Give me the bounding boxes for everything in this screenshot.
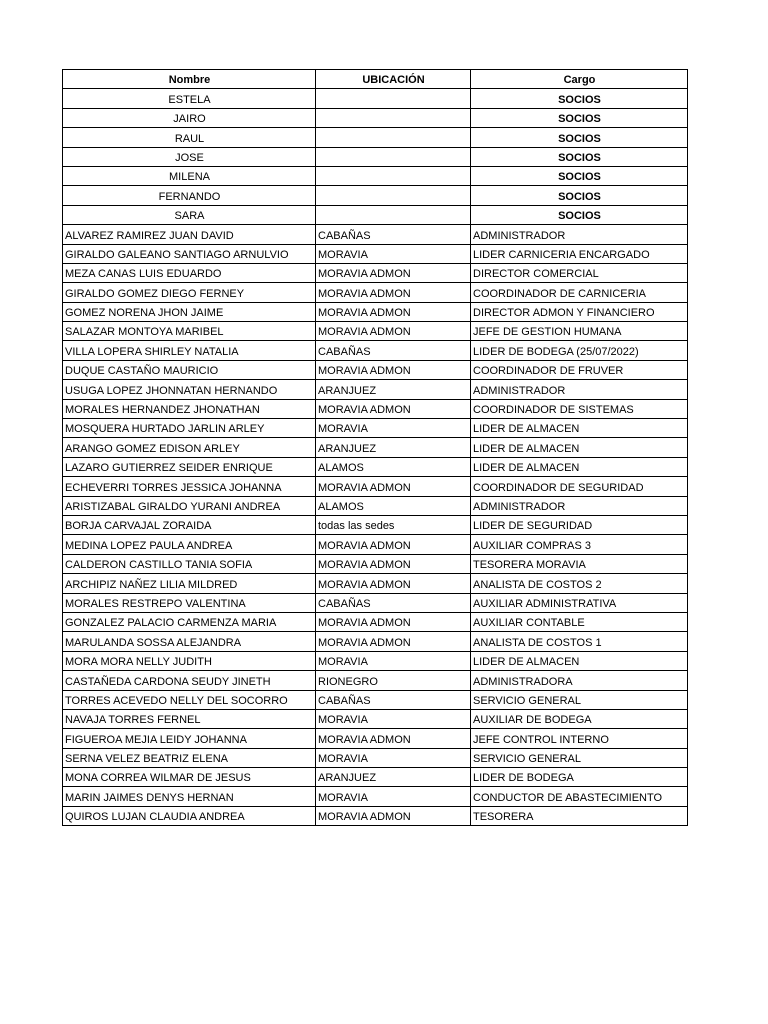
table-row bbox=[63, 535, 688, 554]
cell-nombre: ARANGO GOMEZ EDISON ARLEY bbox=[63, 438, 316, 457]
cell-cargo: ANALISTA DE COSTOS 2 bbox=[471, 574, 688, 593]
cell-cargo: SOCIOS bbox=[471, 89, 688, 108]
cell-nombre: JAIRO bbox=[63, 108, 316, 127]
table-row bbox=[63, 806, 688, 825]
cell-ubicacion: todas las sedes bbox=[316, 515, 471, 534]
cell-ubicacion bbox=[316, 147, 471, 166]
cell-cargo: ADMINISTRADORA bbox=[471, 671, 688, 690]
cell-cargo: AUXILIAR ADMINISTRATIVA bbox=[471, 593, 688, 612]
cell-cargo: ANALISTA DE COSTOS 1 bbox=[471, 632, 688, 651]
table-row bbox=[63, 690, 688, 709]
cell-ubicacion: MORAVIA ADMON bbox=[316, 574, 471, 593]
cell-ubicacion: CABAÑAS bbox=[316, 341, 471, 360]
cell-ubicacion: MORAVIA bbox=[316, 709, 471, 728]
cell-ubicacion: MORAVIA ADMON bbox=[316, 729, 471, 748]
table-row bbox=[63, 225, 688, 244]
cell-cargo: SOCIOS bbox=[471, 128, 688, 147]
cell-nombre: GOMEZ NORENA JHON JAIME bbox=[63, 302, 316, 321]
table-row bbox=[63, 748, 688, 767]
cell-cargo: ADMINISTRADOR bbox=[471, 380, 688, 399]
cell-cargo: DIRECTOR COMERCIAL bbox=[471, 263, 688, 282]
column-header-nombre: Nombre bbox=[63, 70, 316, 89]
cell-nombre: DUQUE CASTAÑO MAURICIO bbox=[63, 360, 316, 379]
cell-cargo: LIDER DE ALMACEN bbox=[471, 651, 688, 670]
cell-nombre: SARA bbox=[63, 205, 316, 224]
cell-cargo: AUXILIAR COMPRAS 3 bbox=[471, 535, 688, 554]
cell-nombre: CALDERON CASTILLO TANIA SOFIA bbox=[63, 554, 316, 573]
cell-ubicacion: MORAVIA ADMON bbox=[316, 477, 471, 496]
table-row bbox=[63, 263, 688, 282]
staff-table bbox=[62, 69, 688, 826]
cell-ubicacion: MORAVIA bbox=[316, 419, 471, 438]
cell-cargo: ADMINISTRADOR bbox=[471, 496, 688, 515]
cell-cargo: LIDER CARNICERIA ENCARGADO bbox=[471, 244, 688, 263]
cell-ubicacion: ARANJUEZ bbox=[316, 768, 471, 787]
socio-row bbox=[63, 147, 688, 166]
cell-ubicacion: CABAÑAS bbox=[316, 593, 471, 612]
cell-ubicacion: MORAVIA bbox=[316, 787, 471, 806]
table-body bbox=[63, 89, 688, 826]
table-row bbox=[63, 709, 688, 728]
cell-cargo: LIDER DE BODEGA (25/07/2022) bbox=[471, 341, 688, 360]
table-row bbox=[63, 283, 688, 302]
cell-nombre: SALAZAR MONTOYA MARIBEL bbox=[63, 322, 316, 341]
socio-row bbox=[63, 128, 688, 147]
table-row bbox=[63, 380, 688, 399]
cell-ubicacion: MORAVIA ADMON bbox=[316, 612, 471, 631]
cell-cargo: CONDUCTOR DE ABASTECIMIENTO bbox=[471, 787, 688, 806]
cell-cargo: SERVICIO GENERAL bbox=[471, 748, 688, 767]
cell-nombre: MORALES HERNANDEZ JHONATHAN bbox=[63, 399, 316, 418]
cell-ubicacion: MORAVIA ADMON bbox=[316, 535, 471, 554]
cell-cargo: JEFE CONTROL INTERNO bbox=[471, 729, 688, 748]
cell-cargo: COORDINADOR DE SISTEMAS bbox=[471, 399, 688, 418]
cell-ubicacion bbox=[316, 128, 471, 147]
cell-ubicacion: MORAVIA bbox=[316, 651, 471, 670]
socio-row bbox=[63, 186, 688, 205]
cell-nombre: MEDINA LOPEZ PAULA ANDREA bbox=[63, 535, 316, 554]
table-row bbox=[63, 632, 688, 651]
cell-cargo: SOCIOS bbox=[471, 147, 688, 166]
cell-nombre: SERNA VELEZ BEATRIZ ELENA bbox=[63, 748, 316, 767]
cell-cargo: LIDER DE BODEGA bbox=[471, 768, 688, 787]
cell-nombre: MORA MORA NELLY JUDITH bbox=[63, 651, 316, 670]
cell-nombre: GONZALEZ PALACIO CARMENZA MARIA bbox=[63, 612, 316, 631]
cell-nombre: ESTELA bbox=[63, 89, 316, 108]
cell-ubicacion: MORAVIA ADMON bbox=[316, 302, 471, 321]
cell-ubicacion: MORAVIA ADMON bbox=[316, 283, 471, 302]
cell-nombre: QUIROS LUJAN CLAUDIA ANDREA bbox=[63, 806, 316, 825]
table-row bbox=[63, 593, 688, 612]
cell-cargo: COORDINADOR DE CARNICERIA bbox=[471, 283, 688, 302]
cell-nombre: FIGUEROA MEJIA LEIDY JOHANNA bbox=[63, 729, 316, 748]
cell-ubicacion: CABAÑAS bbox=[316, 225, 471, 244]
cell-ubicacion: MORAVIA ADMON bbox=[316, 322, 471, 341]
cell-cargo: LIDER DE SEGURIDAD bbox=[471, 515, 688, 534]
socio-row bbox=[63, 205, 688, 224]
cell-cargo: TESORERA MORAVIA bbox=[471, 554, 688, 573]
cell-nombre: TORRES ACEVEDO NELLY DEL SOCORRO bbox=[63, 690, 316, 709]
cell-nombre: USUGA LOPEZ JHONNATAN HERNANDO bbox=[63, 380, 316, 399]
table-row bbox=[63, 554, 688, 573]
cell-nombre: MARIN JAIMES DENYS HERNAN bbox=[63, 787, 316, 806]
table-row bbox=[63, 341, 688, 360]
cell-nombre: MORALES RESTREPO VALENTINA bbox=[63, 593, 316, 612]
table-row bbox=[63, 302, 688, 321]
cell-ubicacion: MORAVIA ADMON bbox=[316, 399, 471, 418]
column-header-ubicacion: UBICACIÓN bbox=[316, 70, 471, 89]
cell-ubicacion: MORAVIA ADMON bbox=[316, 360, 471, 379]
cell-cargo: COORDINADOR DE FRUVER bbox=[471, 360, 688, 379]
cell-ubicacion bbox=[316, 108, 471, 127]
table-row bbox=[63, 457, 688, 476]
cell-nombre: LAZARO GUTIERREZ SEIDER ENRIQUE bbox=[63, 457, 316, 476]
socio-row bbox=[63, 89, 688, 108]
cell-cargo: LIDER DE ALMACEN bbox=[471, 438, 688, 457]
cell-cargo: TESORERA bbox=[471, 806, 688, 825]
cell-nombre: ARCHIPIZ NAÑEZ LILIA MILDRED bbox=[63, 574, 316, 593]
table-row bbox=[63, 651, 688, 670]
table-row bbox=[63, 477, 688, 496]
column-header-cargo: Cargo bbox=[471, 70, 688, 89]
cell-nombre: ALVAREZ RAMIREZ JUAN DAVID bbox=[63, 225, 316, 244]
cell-ubicacion: MORAVIA ADMON bbox=[316, 632, 471, 651]
socio-row bbox=[63, 108, 688, 127]
cell-nombre: GIRALDO GALEANO SANTIAGO ARNULVIO bbox=[63, 244, 316, 263]
table-row bbox=[63, 515, 688, 534]
header-row bbox=[63, 70, 688, 89]
table-row bbox=[63, 419, 688, 438]
cell-nombre: BORJA CARVAJAL ZORAIDA bbox=[63, 515, 316, 534]
cell-ubicacion bbox=[316, 186, 471, 205]
cell-cargo: SOCIOS bbox=[471, 108, 688, 127]
table-row bbox=[63, 768, 688, 787]
cell-cargo: AUXILIAR DE BODEGA bbox=[471, 709, 688, 728]
table-row bbox=[63, 574, 688, 593]
cell-nombre: CASTAÑEDA CARDONA SEUDY JINETH bbox=[63, 671, 316, 690]
table-row bbox=[63, 438, 688, 457]
cell-cargo: SOCIOS bbox=[471, 186, 688, 205]
cell-ubicacion: MORAVIA bbox=[316, 244, 471, 263]
table-row bbox=[63, 612, 688, 631]
cell-nombre: MEZA CANAS LUIS EDUARDO bbox=[63, 263, 316, 282]
cell-cargo: SOCIOS bbox=[471, 166, 688, 185]
cell-nombre: GIRALDO GOMEZ DIEGO FERNEY bbox=[63, 283, 316, 302]
table-row bbox=[63, 399, 688, 418]
cell-cargo: JEFE DE GESTION HUMANA bbox=[471, 322, 688, 341]
cell-nombre: MONA CORREA WILMAR DE JESUS bbox=[63, 768, 316, 787]
cell-ubicacion: RIONEGRO bbox=[316, 671, 471, 690]
cell-ubicacion: CABAÑAS bbox=[316, 690, 471, 709]
cell-cargo: LIDER DE ALMACEN bbox=[471, 457, 688, 476]
cell-cargo: SOCIOS bbox=[471, 205, 688, 224]
cell-nombre: MILENA bbox=[63, 166, 316, 185]
cell-ubicacion: MORAVIA bbox=[316, 748, 471, 767]
table-row bbox=[63, 360, 688, 379]
cell-nombre: MOSQUERA HURTADO JARLIN ARLEY bbox=[63, 419, 316, 438]
socio-row bbox=[63, 166, 688, 185]
cell-cargo: LIDER DE ALMACEN bbox=[471, 419, 688, 438]
cell-ubicacion: ALAMOS bbox=[316, 496, 471, 515]
cell-nombre: MARULANDA SOSSA ALEJANDRA bbox=[63, 632, 316, 651]
cell-nombre: ECHEVERRI TORRES JESSICA JOHANNA bbox=[63, 477, 316, 496]
table-row bbox=[63, 244, 688, 263]
cell-nombre: ARISTIZABAL GIRALDO YURANI ANDREA bbox=[63, 496, 316, 515]
table-row bbox=[63, 671, 688, 690]
cell-cargo: SERVICIO GENERAL bbox=[471, 690, 688, 709]
cell-nombre: JOSE bbox=[63, 147, 316, 166]
cell-nombre: NAVAJA TORRES FERNEL bbox=[63, 709, 316, 728]
cell-ubicacion: MORAVIA ADMON bbox=[316, 806, 471, 825]
cell-ubicacion bbox=[316, 166, 471, 185]
cell-cargo: ADMINISTRADOR bbox=[471, 225, 688, 244]
cell-ubicacion: MORAVIA ADMON bbox=[316, 554, 471, 573]
cell-nombre: RAUL bbox=[63, 128, 316, 147]
cell-ubicacion: ALAMOS bbox=[316, 457, 471, 476]
table-row bbox=[63, 787, 688, 806]
cell-cargo: COORDINADOR DE SEGURIDAD bbox=[471, 477, 688, 496]
cell-cargo: DIRECTOR ADMON Y FINANCIERO bbox=[471, 302, 688, 321]
cell-nombre: FERNANDO bbox=[63, 186, 316, 205]
cell-ubicacion: MORAVIA ADMON bbox=[316, 263, 471, 282]
cell-ubicacion: ARANJUEZ bbox=[316, 380, 471, 399]
table-row bbox=[63, 322, 688, 341]
table-row bbox=[63, 729, 688, 748]
table-row bbox=[63, 496, 688, 515]
cell-ubicacion bbox=[316, 205, 471, 224]
cell-nombre: VILLA LOPERA SHIRLEY NATALIA bbox=[63, 341, 316, 360]
cell-cargo: AUXILIAR CONTABLE bbox=[471, 612, 688, 631]
cell-ubicacion: ARANJUEZ bbox=[316, 438, 471, 457]
cell-ubicacion bbox=[316, 89, 471, 108]
